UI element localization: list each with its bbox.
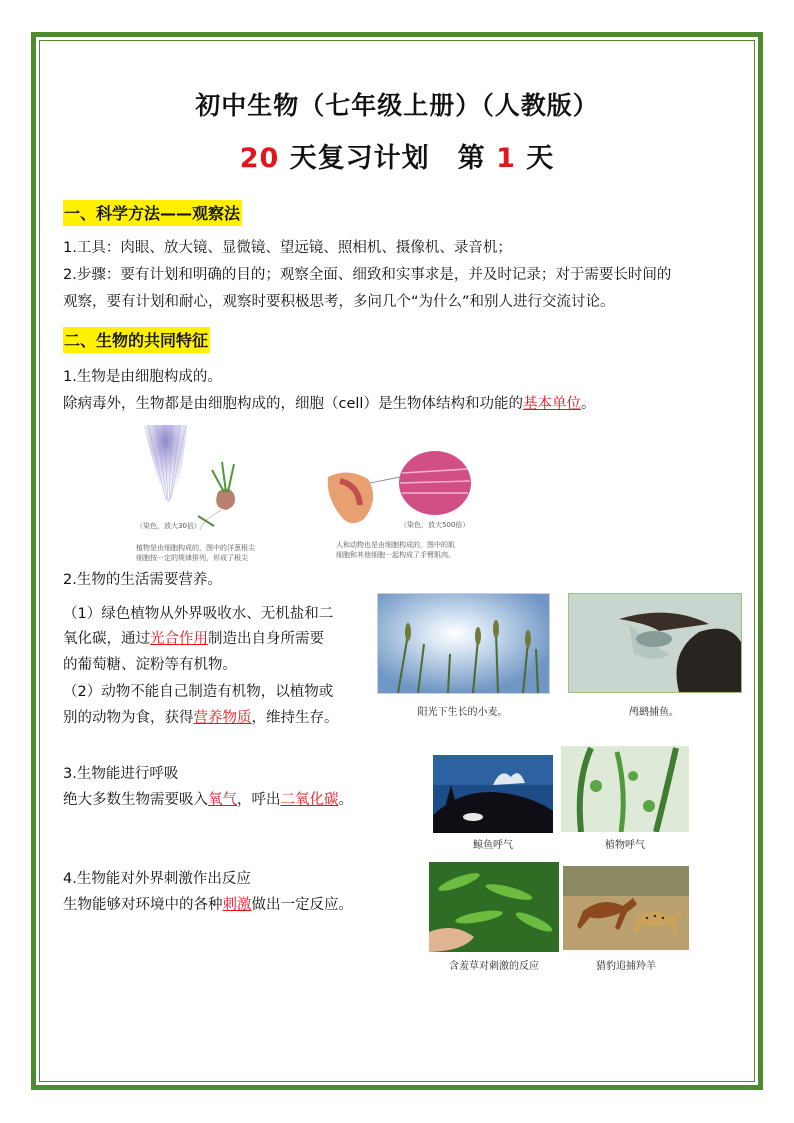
section-heading-observation: 一、科学方法——观察法	[63, 200, 242, 226]
fig2-desc-1: 人和动物也是由细胞构成的，图中的肌	[336, 541, 455, 549]
fig1-desc-2: 细胞按一定的规律排列，形成了根尖	[136, 554, 248, 562]
whale-photo	[433, 755, 553, 833]
fig2-desc-2: 细胞和其他细胞一起构成了手臂肌肉。	[336, 551, 455, 559]
caption-mimosa: 含羞草对刺激的反应	[449, 961, 539, 972]
point2-line-4: （2）动物不能自己制造有机物，以植物或	[63, 684, 334, 700]
cheetah-photo	[563, 866, 689, 950]
point3-text: 绝大多数生物需要吸入氧气，呼出二氧化碳。	[63, 792, 353, 808]
point4-title: 4.生物能对外界刺激作出反应	[63, 871, 251, 887]
arm-muscle-figure	[300, 447, 488, 563]
observation-steps-2: 观察，要有计划和耐心，观察时要积极思考，多问几个“为什么”和别人进行交流讨论。	[63, 294, 615, 310]
plan-text-1: 天复习计划 第	[279, 143, 497, 174]
plan-number: 20	[239, 143, 280, 174]
term-photosynthesis: 光合作用	[150, 631, 208, 647]
point2-title: 2.生物的生活需要营养。	[63, 572, 222, 588]
term-nutrients: 营养物质	[193, 710, 252, 726]
plan-text-2: 天	[515, 143, 555, 174]
plan-title	[0, 136, 794, 175]
caption-cheetah: 猎豹追捕羚羊	[596, 961, 656, 972]
term-basic-unit: 基本单位	[522, 396, 581, 412]
point1-text: 除病毒外，生物都是由细胞构成的，细胞（cell）是生物体结构和功能的基本单位。	[63, 396, 596, 412]
fig1-stain: （染色，放大30倍）	[136, 522, 201, 530]
mimosa-photo	[429, 862, 559, 952]
caption-cormorant: 鸬鹚捕鱼。	[629, 707, 679, 718]
cormorant-photo	[568, 593, 742, 693]
point1-title: 1.生物是由细胞构成的。	[63, 369, 222, 385]
plant-breath-photo	[561, 746, 689, 832]
point2-line-3: 的葡萄糖、淀粉等有机物。	[63, 657, 237, 673]
point2-line-1: （1）绿色植物从外界吸收水、无机盐和二	[63, 606, 334, 622]
term-oxygen: 氧气	[208, 792, 237, 808]
caption-wheat: 阳光下生长的小麦。	[417, 707, 508, 718]
point4-text: 生物能够对环境中的各种刺激做出一定反应。	[63, 897, 353, 913]
plan-day: 1	[496, 143, 516, 174]
fig2-stain: （染色，放大500倍）	[400, 521, 470, 529]
point3-title: 3.生物能进行呼吸	[63, 766, 179, 782]
point2-line-2: 氧化碳，通过光合作用制造出自身所需要	[63, 631, 324, 647]
caption-whale: 鲸鱼呼气	[473, 840, 513, 851]
section-heading-characteristics: 二、生物的共同特征	[63, 327, 210, 353]
term-stimulus: 刺激	[222, 897, 252, 913]
term-carbon-dioxide: 二氧化碳	[280, 792, 339, 808]
onion-root-figure	[118, 420, 266, 570]
caption-plant: 植物呼气	[605, 840, 645, 851]
wheat-photo	[377, 593, 550, 694]
observation-steps-1: 2.步骤：要有计划和明确的目的；观察全面、细致和实事求是，并及时记录；对于需要长时间的	[63, 267, 672, 283]
page-title: 初中生物（七年级上册）（人教版）	[195, 91, 599, 120]
observation-tools: 1.工具：肉眼、放大镜、显微镜、望远镜、照相机、摄像机、录音机；	[63, 240, 512, 256]
point2-line-5: 别的动物为食，获得营养物质，维持生存。	[63, 710, 339, 726]
fig1-desc-1: 植物是由细胞构成的，图中的洋葱根尖	[136, 544, 255, 552]
